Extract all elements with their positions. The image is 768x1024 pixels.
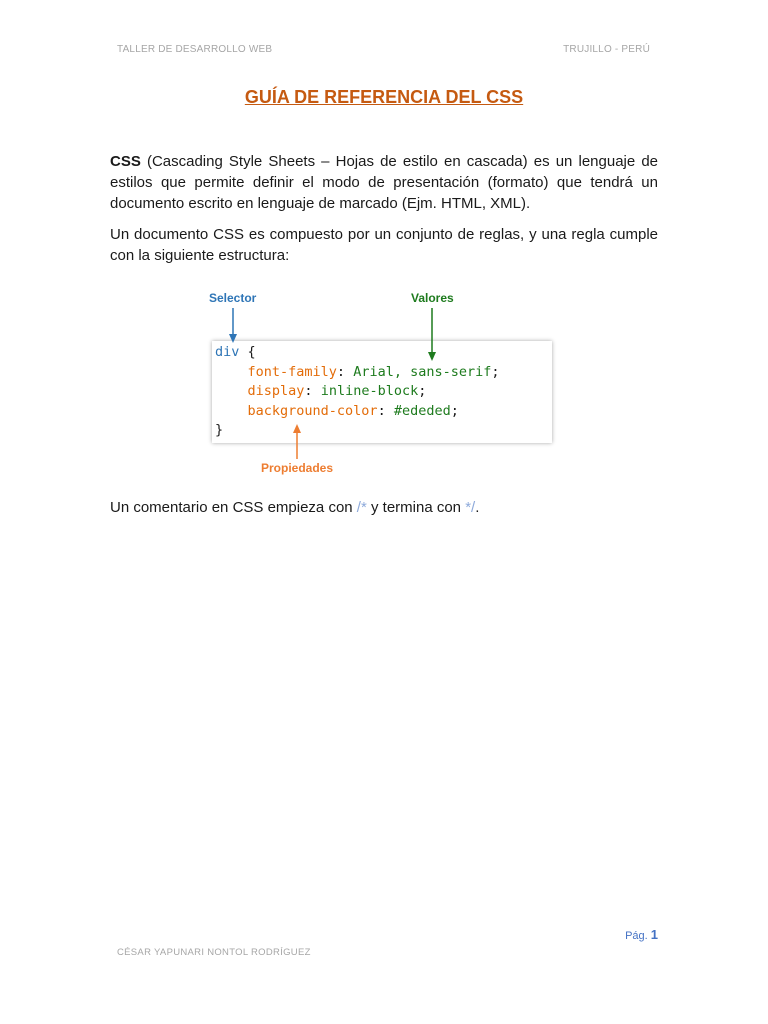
page-title: GUÍA DE REFERENCIA DEL CSS: [244, 87, 524, 107]
page-number: [625, 927, 658, 942]
comment-open-token: /*: [356, 499, 367, 516]
properties-arrow-icon: [293, 424, 301, 459]
values-label: Valores: [411, 291, 454, 305]
code-value: #ededed: [393, 402, 451, 419]
values-arrow-icon: [428, 308, 436, 361]
header-right-text: TRUJILLO - PERÚ: [563, 44, 650, 55]
page-label: Pág.: [625, 930, 648, 942]
selector-label: Selector: [209, 291, 257, 305]
comment-close-token: */: [465, 499, 476, 516]
properties-label: Propiedades: [261, 461, 334, 475]
code-open-brace: {: [239, 344, 256, 360]
code-property: font-family: [247, 363, 337, 380]
page-number-value: 1: [650, 927, 658, 942]
code-property: display: [247, 383, 305, 399]
css-term: CSS: [110, 153, 141, 170]
footer-author: CÉSAR YAPUNARI NONTOL RODRÍGUEZ: [117, 947, 311, 958]
code-value: inline-block: [320, 383, 419, 399]
code-close-brace: }: [215, 422, 224, 438]
code-selector: div: [215, 344, 240, 360]
comment-paragraph: [110, 497, 658, 518]
selector-arrow-icon: [229, 308, 237, 343]
structure-paragraph: Un documento CSS es compuesto por un conjunto de reglas, y una regla cumple con la siguiente estructura:: [110, 226, 658, 264]
comment-text-middle: y termina con: [366, 499, 466, 516]
comment-text-after: .: [475, 499, 480, 516]
comment-text-before: Un comentario en CSS empieza con: [110, 499, 357, 516]
code-property: background-color: [247, 402, 378, 419]
header-left-text: TALLER DE DESARROLLO WEB: [117, 44, 273, 55]
intro-text: (Cascading Style Sheets – Hojas de estilo en cascada) es un lenguaje de estilos que permite definir el modo de presentación (formato) que tendrá un documento escrito en lenguaje de marcado (Ejm. HTML, XML).: [110, 153, 658, 212]
code-value: Arial, sans-serif: [353, 363, 492, 380]
css-code-block: div { font-family: Arial, sans-serif; display: inline-block; background-color: #ededed; }: [215, 344, 500, 438]
